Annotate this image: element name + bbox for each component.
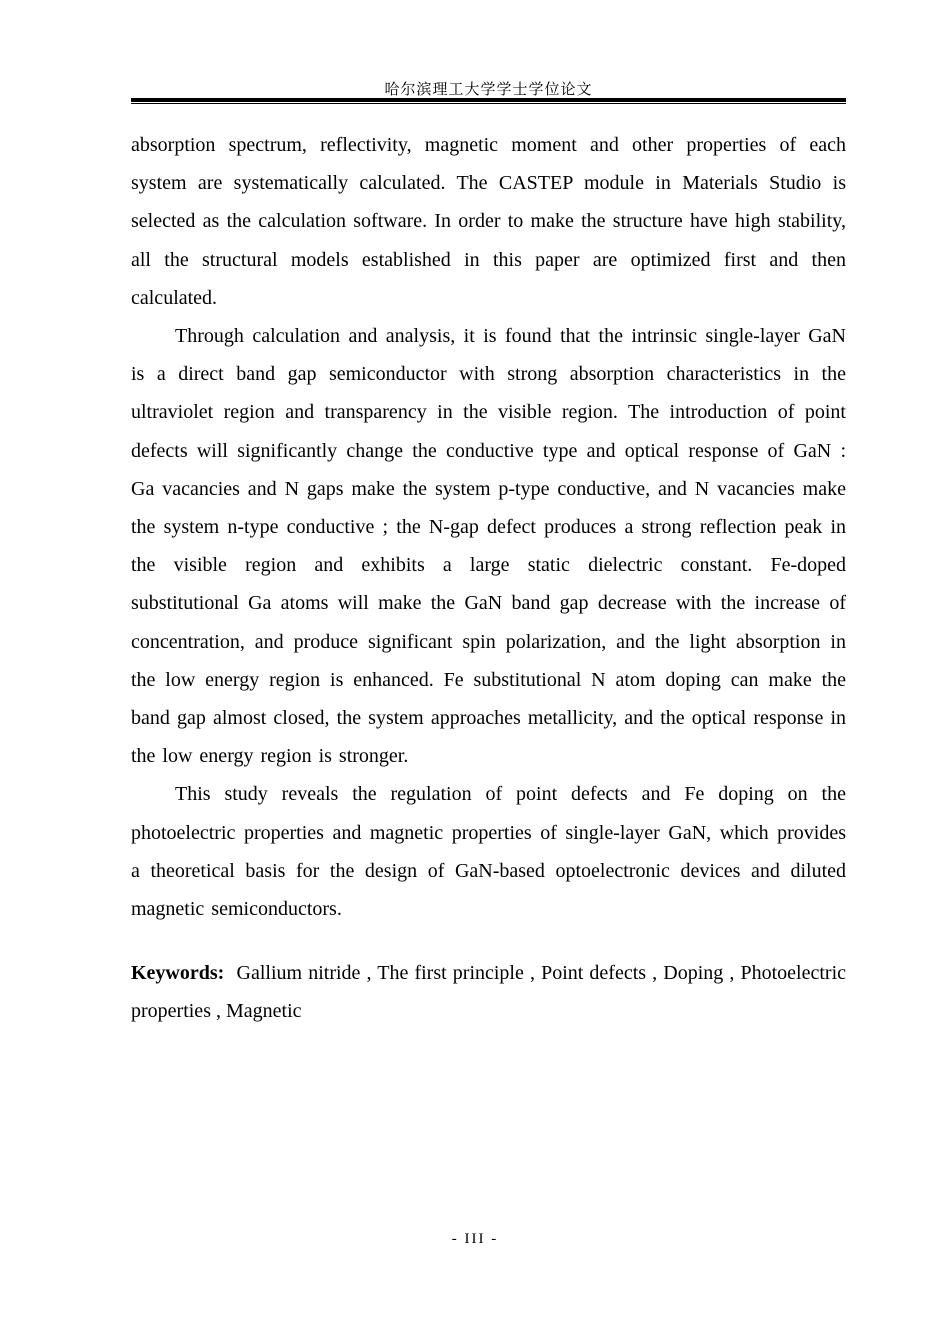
keywords-label: Keywords: xyxy=(131,962,225,985)
body-paragraph-3: This study reveals the regulation of point defects and Fe doping on the photoelectric properties and magnetic properties of single-layer GaN, which provides a theoretical basis for the design of GaN-based optoelectronic devices and diluted magnetic semiconductors. xyxy=(131,783,846,921)
keywords-text: Gallium nitride , The first principle , Point defects , Doping , Photoelectric properties , Magnetic xyxy=(131,962,847,1023)
header-rule-thin xyxy=(131,103,846,104)
body-paragraph-1: absorption spectrum, reflectivity, magnetic moment and other properties of each system are systematically calculated. The CASTEP module in Materials Studio is selected as the calculation software. In order to make the structure have high stability, all the structural models established in this paper are optimized first and then calculated. xyxy=(131,134,846,309)
keywords-line xyxy=(131,954,846,1030)
body-paragraph-2: Through calculation and analysis, it is found that the intrinsic single-layer GaN is a direct band gap semiconductor with strong absorption characteristics in the ultraviolet region and transparency in the visible region. The introduction of point defects will significantly change the conductive type and optical response of GaN : Ga vacancies and N gaps make the system p-type conductive, and N vacancies make the system n-type conductive ; the N-gap defect produces a strong reflection peak in the visible region and exhibits a large static dielectric constant. Fe-doped substitutional Ga atoms will make the GaN band gap decrease with the increase of concentration, and produce significant spin polarization, and the light absorption in the low energy region is enhanced. Fe substitutional N atom doping can make the band gap almost closed, the system approaches metallicity, and the optical response in the low energy region is stronger. xyxy=(131,325,846,768)
abstract-body xyxy=(131,126,846,1031)
header-rule-thick xyxy=(131,98,846,102)
running-header: 哈尔滨理工大学学士学位论文 xyxy=(384,80,593,98)
page-number: - III - xyxy=(451,1231,499,1247)
